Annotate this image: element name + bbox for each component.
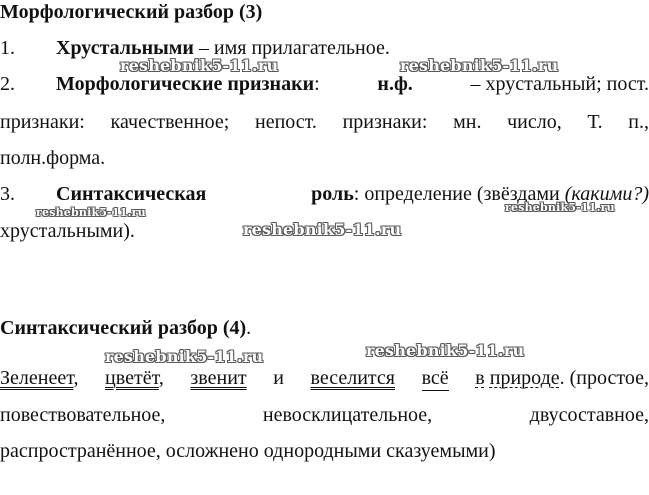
item-3-word-1: Синтаксическая xyxy=(56,183,207,205)
sentence-tail: . (простое, xyxy=(559,367,649,389)
item-3-rest: : определение (звёздами xyxy=(353,183,565,205)
item-1-word: Хрустальными xyxy=(56,37,194,59)
item-3-question: (какими?) xyxy=(564,183,649,205)
item-3-number: 3. xyxy=(0,183,15,205)
synt-line-3: распространённое, осложнено однородными сказуемыми) xyxy=(0,440,496,462)
item-2-colon: : xyxy=(314,73,320,95)
synt-line-2 xyxy=(0,403,649,427)
watermark: reshebnik5-11.ru xyxy=(366,341,525,360)
morph-title xyxy=(0,0,649,24)
morph-item-2-line-3: полн.форма. xyxy=(0,147,106,169)
morph-title-text: Морфологический разбор (3) xyxy=(0,1,263,23)
item-2-rest: – хрустальный; пост. xyxy=(470,73,649,95)
watermark: reshebnik5-11.ru xyxy=(505,201,615,214)
watermark: reshebnik5-11.ru xyxy=(36,206,146,219)
conjunction: и xyxy=(273,367,284,389)
morph-item-2-line-2: признаки: качественное; непост. признаки: мн. число, Т. п., xyxy=(0,111,649,133)
predicate-4: веселится xyxy=(310,367,395,389)
watermark: reshebnik5-11.ru xyxy=(243,220,402,239)
comma: , xyxy=(73,367,79,389)
synt-title-text: Синтаксический разбор (4) xyxy=(0,317,247,339)
subject: всё xyxy=(421,367,449,389)
item-2-label: Морфологические признаки xyxy=(56,73,315,95)
item-3-word-2: роль xyxy=(311,183,354,205)
predicate-1: Зеленеет xyxy=(0,367,74,389)
item-2-nf: н.ф. xyxy=(377,73,413,95)
synt-title-dot: . xyxy=(246,317,252,339)
watermark: reshebnik5-11.ru xyxy=(105,347,264,366)
comma: , xyxy=(158,367,164,389)
watermark: reshebnik5-11.ru xyxy=(120,56,279,75)
adverbial-preposition: в xyxy=(475,367,485,389)
synt-sentence-line xyxy=(0,366,649,391)
morph-item-2-line-1 xyxy=(0,72,649,96)
item-1-number: 1. xyxy=(0,37,15,59)
synt-title xyxy=(0,316,649,340)
predicate-3: звенит xyxy=(190,367,247,389)
watermark: reshebnik5-11.ru xyxy=(400,56,559,75)
predicate-2: цветёт xyxy=(105,367,159,389)
adverbial: природе xyxy=(489,367,560,389)
item-1-rest: – имя прилагательное. xyxy=(193,37,390,59)
synt-line-2-text: повествовательное, невосклицательное, двусоставное, xyxy=(0,404,649,426)
morph-item-3-line-2: хрустальными). xyxy=(0,220,135,242)
item-2-number: 2. xyxy=(0,73,15,95)
